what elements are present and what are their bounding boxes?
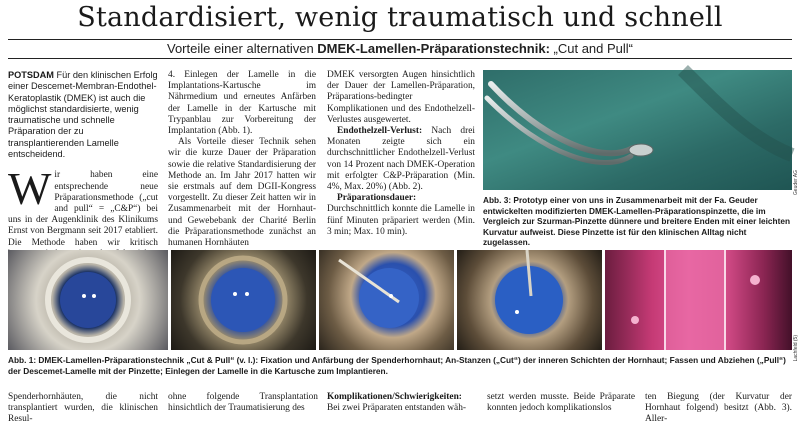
complications-subhead: Komplikationen/Schwierigkeiten: xyxy=(327,392,462,402)
lead-text: Für den klinischen Erfolg einer Descemet-Membran-Endothel-Keratoplastik (DMEK) ist auch die möglichst standardisierte, wenig traumatische und schnelle Präparation der zu transplantierenden Lamelle entscheidend. xyxy=(8,70,158,160)
subline-prefix: Vorteile einer alternativen xyxy=(166,41,318,56)
endothelial-subhead: Endothelzell-Verlust: xyxy=(337,126,423,137)
photo-credit-geuder: Geuder AG xyxy=(793,170,799,196)
photo-3-details xyxy=(319,250,454,350)
photo-1-details xyxy=(8,250,168,350)
forceps-illustration xyxy=(483,70,792,190)
surgery-photo-3 xyxy=(319,250,454,350)
bottom-text-column-4: setzt werden musste. Beide Präparate konnten jedoch komplikationslos xyxy=(487,392,635,414)
subline-bold: DMEK-Lamellen-Präparationstechnik: xyxy=(317,41,550,56)
figure-3-caption: Abb. 3: Prototyp einer von uns in Zusammenarbeit mit der Fa. Geuder entwickelten modifizierten DMEK-Lamellen-Präparationspinzette, die im Vergleich zur Szurman-Pinzette dünnere und breitere Enden mit einer leichten Kurvatur aufweist. Diese Pinzette ist für den klinischen Alltag nicht zugelassen. xyxy=(483,195,791,247)
photo-credit-lachfeld: Lachfeld (5) xyxy=(793,335,799,362)
surgery-photo-2 xyxy=(171,250,316,350)
bottom-text-column-3 xyxy=(327,392,477,418)
dateline-city: POTSDAM xyxy=(8,70,54,80)
bottom-text-column-5: ten Biegung (der Kurvatur der Hornhaut folgend) besitzt (Abb. 3). Aller- xyxy=(645,392,792,425)
text-column-2 xyxy=(168,70,316,248)
bottom-text-column-2: ohne folgende Transplantation hinsichtlich der Traumatisierung des xyxy=(168,392,318,414)
photo-2-details xyxy=(171,250,316,350)
forceps-photo xyxy=(483,70,792,190)
step-4-paragraph: 4. Einlegen der Lamelle in die Implantations-Kartusche im Nährmedium und erneutes Anfärben der Lamelle in der Kartusche mit Trypanblau zur Vorbereitung der Implantation (Abb. 1). xyxy=(168,70,316,137)
figure-1-caption: Abb. 1: DMEK-Lamellen-Präparationstechnik „Cut & Pull“ (v. l.): Fixation und Anfärbung der Spenderhornhaut; An-Stanzen („Cut“) der inneren Schichten der Hornhaut; Fassen und Abziehen („Pull“) der Descemet-Lamelle mit der Pinzette; Einlegen der Lamelle in die Kartusche zum Implantieren. xyxy=(8,355,786,376)
article-subline xyxy=(8,39,792,59)
photo-4-details xyxy=(457,250,602,350)
duration-paragraph xyxy=(327,193,475,238)
duration-text: Durchschnittlich konnte die Lamelle in fünf Minuten präpariert werden (Min. 3 min; Max. 10 min). xyxy=(327,204,475,237)
photo-5-details xyxy=(605,250,792,350)
drop-cap: W xyxy=(8,163,52,215)
text-column-3 xyxy=(327,70,475,248)
duration-subhead: Präparationsdauer: xyxy=(337,193,417,204)
surgery-photo-1 xyxy=(8,250,168,350)
lead-paragraph xyxy=(8,70,158,160)
endothelial-paragraph xyxy=(327,126,475,193)
complications-text: Bei zwei Präparaten entstanden wäh- xyxy=(327,403,467,414)
text-column-1 xyxy=(8,70,158,248)
body-text: ir haben eine entsprechende neue Präparationsmethode („cut and pull“ = „C&P“) bei uns in der Augenklinik des Klinikums Ernst von Bergmann seit 2017 etabliert. Die Methode haben wir kritisch xyxy=(8,170,158,248)
evaluation-paragraph: DMEK versorgten Augen hinsichtlich der Dauer der Lamellen-Präparation, Präparations-bedingter Komplikationen und des Endothelzell-Verlustes ausgewertet. xyxy=(327,70,475,125)
endothelial-text: Nach drei Monaten zeigte sich ein durchschnittlicher Endothelzell-Verlust von 14 Prozent nach DMEK-Operation mit erfolgter C&P-Präparation (Min. 4%, Max. 20%) (Abb. 2). xyxy=(327,126,475,193)
article-headline: Standardisiert, wenig traumatisch und schnell xyxy=(77,2,723,33)
subline-suffix: „Cut and Pull“ xyxy=(549,41,633,56)
advantages-paragraph: Als Vorteile dieser Technik sehen wir die kurze Dauer der Präparation sowie die relative Standardisierung der Methode an. Im Jahr 2017 hatten wir sie erstmals auf dem DGII-Kongress vorgestellt. Zu dieser Zeit hatten wir in Zusammenarbeit mit der Hornhaut- und Gewebebank der Charité Berlin die Präparationsmethode zunächst an humanen Hornhäuten xyxy=(168,137,316,249)
surgery-photo-5 xyxy=(605,250,792,350)
bottom-text-column-1: Spenderhornhäuten, die nicht transplantiert wurden, die klinischen Resul- xyxy=(8,392,158,425)
surgery-photo-4 xyxy=(457,250,602,350)
